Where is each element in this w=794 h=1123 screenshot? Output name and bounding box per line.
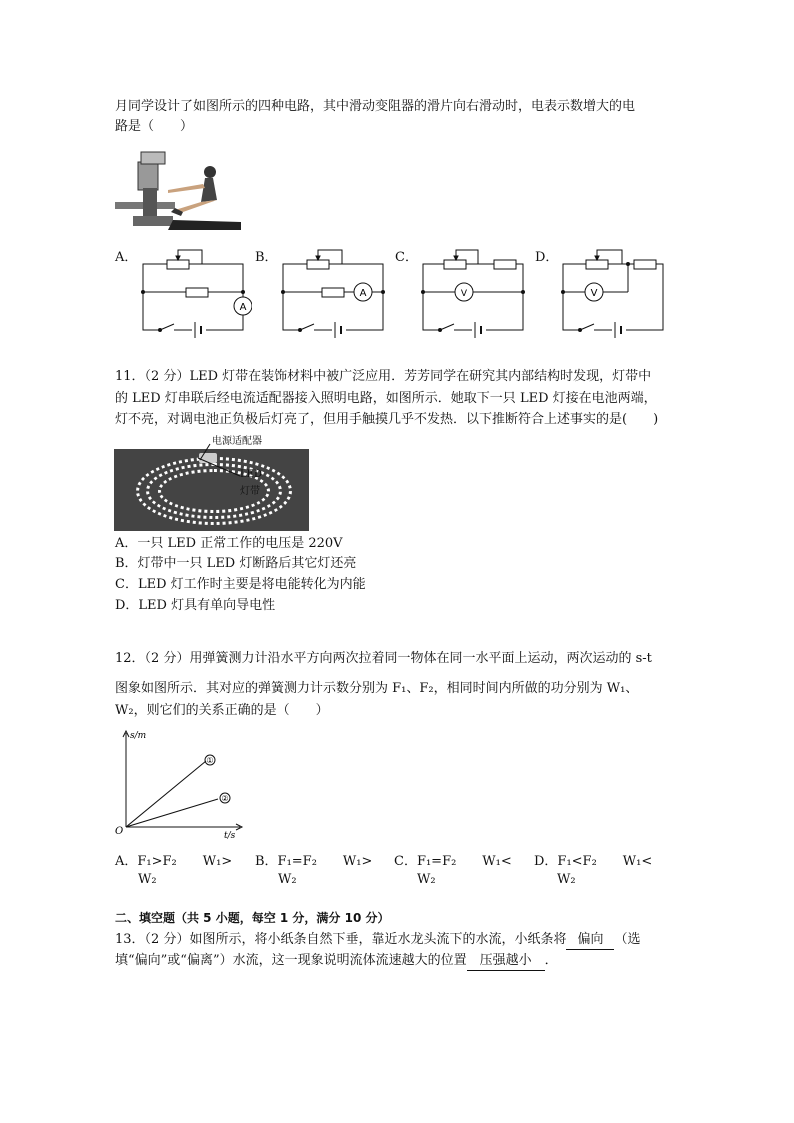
q11-option-a: A．一只 LED 正常工作的电压是 220V — [115, 536, 343, 551]
meter-label-b: A — [359, 288, 367, 299]
circuit-diagram-a — [140, 244, 252, 340]
led-label: LED — [240, 469, 262, 480]
q13-line1-text-b: （选 — [614, 932, 641, 947]
q13-blank1-answer: 偏向 — [566, 931, 614, 950]
circuit-diagram-b — [280, 244, 392, 340]
st-graph — [112, 727, 252, 839]
q12-stem-line3: W₂，则它们的关系正确的是（ ） — [115, 703, 329, 718]
q12-option-a-line2: W₂ — [138, 872, 157, 887]
q10-stem-line2: 路是（ ） — [115, 119, 194, 134]
circuit-diagram-d — [560, 244, 672, 340]
graph-ylabel: s/m — [130, 731, 147, 741]
q10-option-d-label: D． — [535, 250, 559, 265]
q10-option-c-label: C． — [395, 250, 418, 265]
q11-option-d: D．LED 灯具有单向导电性 — [115, 598, 276, 613]
led-adapter-label: 电源适配器 — [212, 436, 262, 447]
q12-option-d-line2: W₂ — [557, 872, 576, 887]
q12-stem-line2: 图象如图所示．其对应的弹簧测力计示数分别为 F₁、F₂，相同时间内所做的功分别为 W₁、 — [115, 681, 639, 696]
q11-stem-line3: 灯不亮，对调电池正负极后灯亮了，但用手触摸几乎不发热．以下推断符合上述事实的是( ) — [115, 412, 659, 427]
q10-option-a-label: A． — [115, 250, 138, 265]
graph-line2-label: ② — [221, 794, 229, 803]
meter-label-d: V — [590, 288, 598, 299]
q11-stem-line1: 11．（2 分）LED 灯带在装饰材料中被广泛应用．芳芳同学在研究其内部结构时发现，灯带中 — [115, 369, 652, 384]
graph-xlabel: t/s — [224, 831, 236, 839]
graph-line-1 — [126, 761, 206, 827]
q12-option-c-line2: W₂ — [417, 872, 436, 887]
circuit-diagram-c — [420, 244, 532, 340]
q13-line1 — [115, 931, 640, 950]
q12-stem-line1: 12．（2 分）用弹簧测力计沿水平方向两次拉着同一物体在同一水平面上运动，两次运动的 s-t — [115, 651, 652, 666]
graph-line1-label: ① — [206, 756, 214, 765]
q12-option-c-line1: C．F₁=F₂ W₁< — [394, 854, 512, 869]
graph-origin: O — [115, 826, 124, 837]
q13-line2 — [115, 952, 558, 971]
q13-line2-text-b: ． — [544, 953, 558, 968]
graph-line-2 — [126, 799, 218, 827]
rowing-machine-photo — [113, 150, 241, 233]
meter-label-a: A — [239, 302, 247, 313]
q12-option-a-line1: A．F₁>F₂ W₁> — [115, 854, 233, 869]
led-strip-label: 灯带 — [240, 486, 260, 497]
q11-stem-line2: 的 LED 灯串联后经电流适配器接入照明电路，如图所示．她取下一只 LED 灯接在电池两端， — [115, 391, 657, 406]
q11-option-b: B．灯带中一只 LED 灯断路后其它灯还亮 — [115, 556, 357, 571]
q11-option-c: C．LED 灯工作时主要是将电能转化为内能 — [115, 577, 366, 592]
q12-option-b-line2: W₂ — [278, 872, 297, 887]
q12-option-d-line1: D．F₁<F₂ W₁< — [534, 854, 653, 869]
q13-line1-text-a: 13．（2 分）如图所示，将小纸条自然下垂，靠近水龙头流下的水流，小纸条将 — [115, 932, 567, 947]
q10-option-b-label: B． — [255, 250, 278, 265]
section2-title: 二、填空题（共 5 小题，每空 1 分，满分 10 分） — [115, 911, 390, 925]
q12-option-b-line1: B．F₁=F₂ W₁> — [255, 854, 373, 869]
q10-stem-line1: 月同学设计了如图所示的四种电路，其中滑动变阻器的滑片向右滑动时，电表示数增大的电 — [115, 99, 636, 114]
q13-blank2-answer: 压强越小 — [467, 952, 545, 971]
meter-label-c: V — [460, 289, 468, 299]
q13-line2-text-a: 填“偏向”或“偏离”）水流，这一现象说明流体流速越大的位置 — [115, 953, 467, 968]
